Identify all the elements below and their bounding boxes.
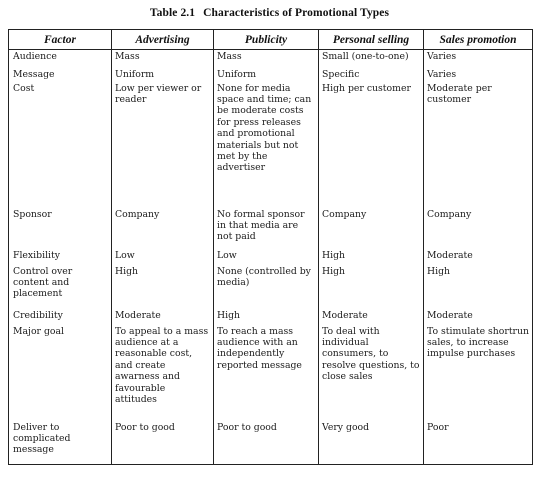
table-row [9, 249, 533, 265]
cell-sales-promotion: High [424, 265, 533, 309]
cell-publicity: To reach a mass audience with an independently reported message [214, 325, 319, 421]
cell-personal-selling: High [319, 265, 424, 309]
table-caption [0, 7, 539, 19]
cell-advertising: Low [112, 249, 214, 265]
row-factor: Credibility [9, 309, 112, 325]
row-factor: Cost [9, 82, 112, 208]
cell-sales-promotion: Company [424, 208, 533, 249]
table-row [9, 82, 533, 208]
cell-personal-selling: To deal with individual consumers, to resolve questions, to close sales [319, 325, 424, 421]
table-row [9, 208, 533, 249]
row-factor: Control over content and placement [9, 265, 112, 309]
row-factor: Audience [9, 50, 112, 68]
table-header [9, 30, 533, 50]
cell-sales-promotion: Poor [424, 421, 533, 465]
row-factor: Deliver to complicated message [9, 421, 112, 465]
cell-publicity: None (controlled by media) [214, 265, 319, 309]
cell-advertising: To appeal to a mass audience at a reasonable cost, and create awarness and favourable attitudes [112, 325, 214, 421]
cell-advertising: Poor to good [112, 421, 214, 465]
table-row [9, 421, 533, 465]
cell-sales-promotion: Moderate [424, 249, 533, 265]
cell-publicity: Poor to good [214, 421, 319, 465]
table-row [9, 50, 533, 68]
cell-personal-selling: High [319, 249, 424, 265]
cell-advertising: Uniform [112, 68, 214, 82]
header-row [9, 30, 533, 50]
row-factor: Flexibility [9, 249, 112, 265]
header-sales-promotion: Sales promotion [424, 30, 533, 50]
cell-personal-selling: Company [319, 208, 424, 249]
cell-publicity: Uniform [214, 68, 319, 82]
cell-sales-promotion: To stimulate shortrun sales, to increase impulse purchases [424, 325, 533, 421]
cell-personal-selling: Small (one-to-one) [319, 50, 424, 68]
row-factor: Message [9, 68, 112, 82]
cell-personal-selling: High per customer [319, 82, 424, 208]
cell-publicity: Mass [214, 50, 319, 68]
cell-advertising: Mass [112, 50, 214, 68]
table-row [9, 68, 533, 82]
cell-publicity: No formal sponsor in that media are not paid [214, 208, 319, 249]
row-factor: Sponsor [9, 208, 112, 249]
cell-personal-selling: Very good [319, 421, 424, 465]
cell-advertising: Company [112, 208, 214, 249]
cell-sales-promotion: Varies [424, 50, 533, 68]
cell-advertising: Moderate [112, 309, 214, 325]
cell-advertising: Low per viewer or reader [112, 82, 214, 208]
cell-sales-promotion: Varies [424, 68, 533, 82]
header-publicity: Publicity [214, 30, 319, 50]
cell-advertising: High [112, 265, 214, 309]
header-factor: Factor [9, 30, 112, 50]
cell-publicity: High [214, 309, 319, 325]
table-number: Table 2.1 [149, 7, 196, 19]
cell-sales-promotion: Moderate per customer [424, 82, 533, 208]
table-body [9, 50, 533, 465]
table-row [9, 325, 533, 421]
header-advertising: Advertising [112, 30, 214, 50]
cell-personal-selling: Moderate [319, 309, 424, 325]
header-personal-selling: Personal selling [319, 30, 424, 50]
cell-publicity: Low [214, 249, 319, 265]
cell-sales-promotion: Moderate [424, 309, 533, 325]
promotional-types-table [8, 29, 533, 465]
table-row [9, 309, 533, 325]
cell-publicity: None for media space and time; can be moderate costs for press releases and promotional materials but not met by the advertiser [214, 82, 319, 208]
table-row [9, 265, 533, 309]
table-title: Characteristics of Promotional Types [203, 7, 390, 19]
cell-personal-selling: Specific [319, 68, 424, 82]
row-factor: Major goal [9, 325, 112, 421]
